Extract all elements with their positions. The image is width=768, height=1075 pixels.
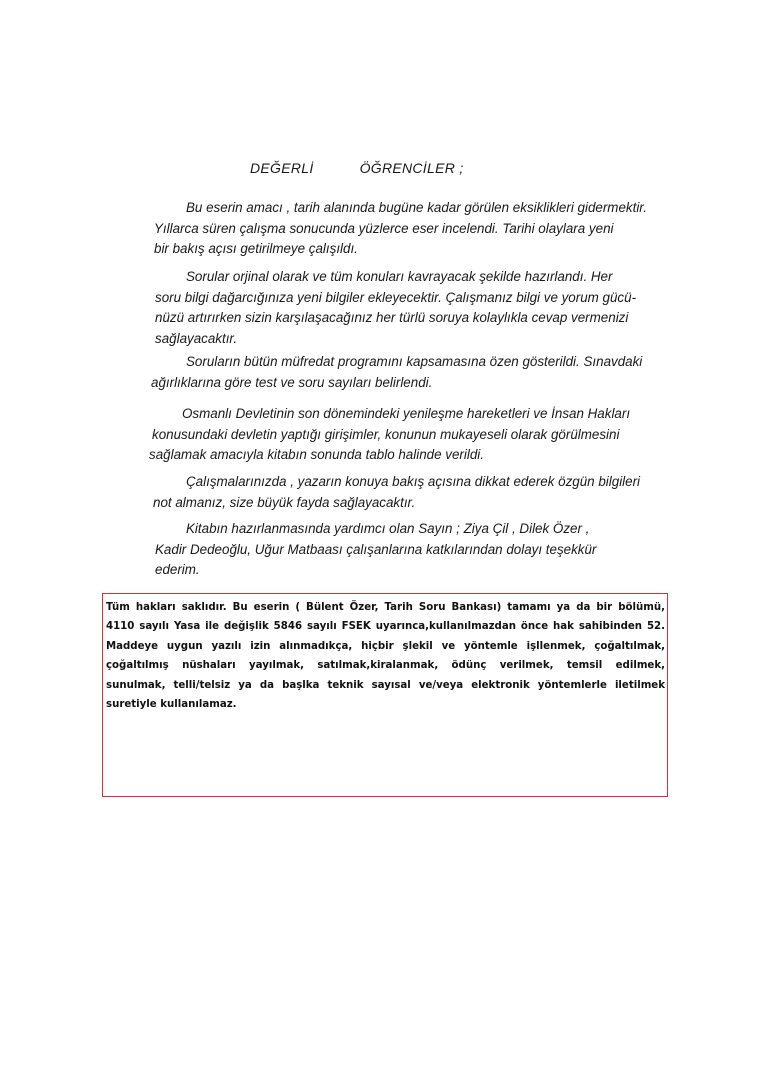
notice-line: 4110 sayılı Yasa ile değişlik 5846 sayılı FSEK uyarınca,kullanılmazdan önce hak sahibinden 52.	[106, 621, 665, 633]
notice-line: Tüm hakları saklıdır. Bu eserin ( Bülent Özer, Tarih Soru Bankası) tamamı ya da bir bölümü,	[106, 602, 665, 613]
paragraph-line: Soruların bütün müfredat programını kapsamasına özen gösterildi. Sınavdaki	[186, 354, 643, 369]
paragraph-line: Kadir Dedeoğlu, Uğur Matbaası çalışanlarına katkılarından dolayı teşekkür	[155, 541, 597, 557]
notice-line: çoğaltılmış nüshaları yayılmak, satılmak,kiralanmak, ödünç verilmek, temsil edilmek,	[106, 660, 665, 672]
paragraph-line: nüzü artırırken sizin karşılaşacağınız her türlü soruya kolaylıkla cevap vermenizi	[155, 310, 629, 325]
paragraph-line: Osmanlı Devletinin son dönemindeki yenileşme hareketleri ve İnsan Hakları	[182, 406, 631, 421]
copyright-notice-box	[102, 593, 668, 797]
paragraph-line: Bu eserin amacı , tarih alanında bugüne kadar görülen eksiklikleri gidermektir.	[186, 200, 647, 215]
paragraph-line: ağırlıklarına göre test ve soru sayıları belirlendi.	[151, 374, 433, 390]
paragraph-line: konusundaki devletin yaptığı girişimler, konunun mukayeseli olarak görülmesini	[152, 426, 620, 442]
paragraph-line: bir bakış açısı getirilmeye çalışıldı.	[154, 241, 358, 256]
paragraph-line: Çalışmalarınızda , yazarın konuya bakış açısına dikkat ederek özgün bilgileri	[186, 474, 641, 489]
notice-line: suretiyle kullanılamaz.	[106, 699, 237, 711]
paragraph-line: Sorular orjinal olarak ve tüm konuları kavrayacak şekilde hazırlandı. Her	[186, 269, 613, 284]
notice-line: sunulmak, telli/telsiz ya da başlka teknik sayısal ve/veya elektronik yöntemlerle iletilmek	[106, 679, 665, 691]
heading-word-1: DEĞERLİ	[250, 160, 314, 176]
paragraph-2	[155, 267, 715, 349]
paragraph-line: not almanız, size büyük fayda sağlayacaktır.	[153, 494, 416, 510]
paragraph-1	[154, 198, 714, 260]
paragraph-line: soru bilgi dağarcığınıza yeni bilgiler ekleyecektir. Çalışmanız bilgi ve yorum gücü-	[155, 289, 637, 305]
paragraph-4	[149, 404, 709, 466]
paragraph-3	[151, 352, 711, 393]
copyright-notice-text	[106, 598, 665, 714]
paragraph-line: ederim.	[155, 562, 200, 577]
paragraph-line: sağlayacaktır.	[155, 330, 238, 346]
paragraph-line: Kitabın hazırlanmasında yardımcı olan Sayın ; Ziya Çil , Dilek Özer ,	[186, 521, 590, 536]
paragraph-line: Yıllarca süren çalışma sonucunda yüzlerce eser incelendi. Tarihi olaylara yeni	[154, 220, 614, 236]
heading-word-2: ÖĞRENCİLER ;	[359, 160, 464, 176]
paragraph-line: sağlamak amacıyla kitabın sonunda tablo halinde verildi.	[149, 447, 484, 462]
page-heading	[250, 160, 464, 176]
notice-line: Maddeye uygun yazılı izin alınmadıkça, hiçbir şlekil ve yöntemle işllenmek, çoğaltılmak,	[106, 640, 665, 652]
paragraph-5	[153, 472, 713, 513]
paragraph-6	[155, 519, 715, 581]
